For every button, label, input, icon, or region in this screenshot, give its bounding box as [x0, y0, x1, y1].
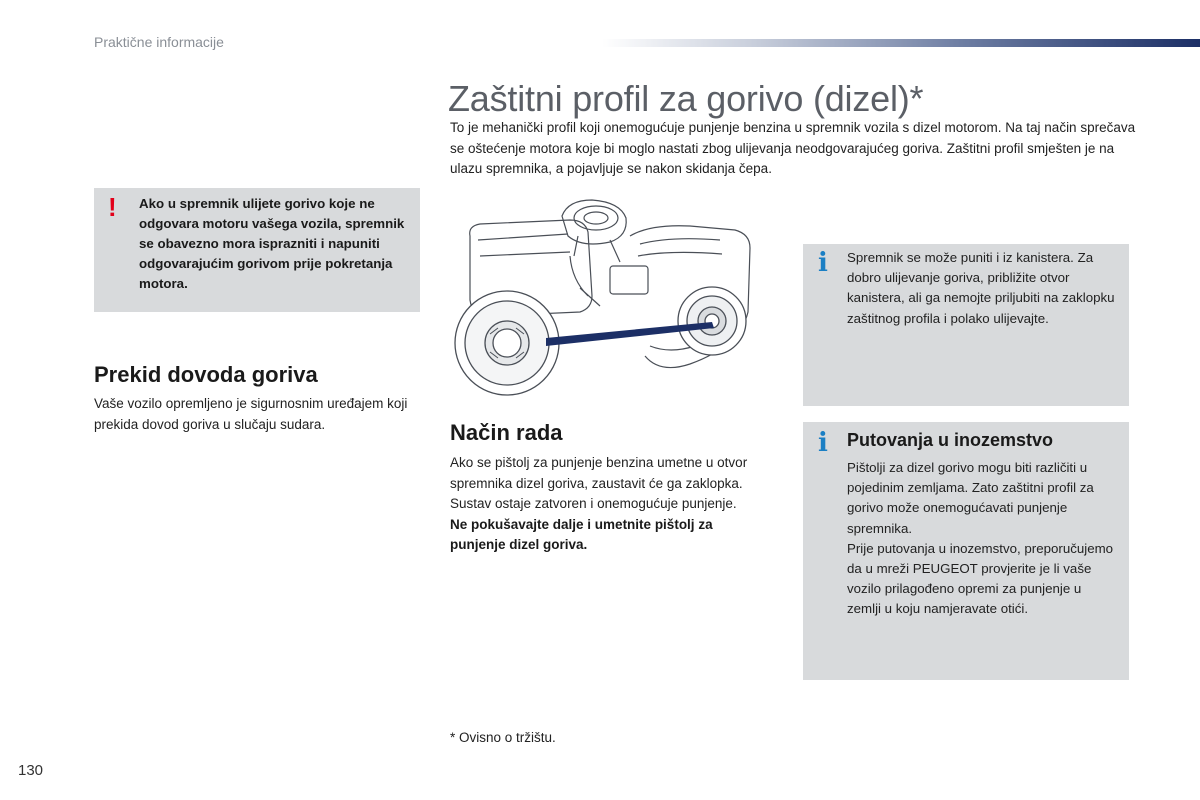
- nacin-body-text: Ako se pištolj za punjenje benzina umetne u otvor spremnika dizel goriva, zaustavit će ga zaklopka. Sustav ostaje zatvoren i onemogućuje punjenje.: [450, 455, 748, 511]
- warning-text: Ako u spremnik ulijete gorivo koje ne odgovara motoru vašega vozila, spremnik se obavezno mora isprazniti i napuniti odgovarajućim gorivom prije pokretanja motora.: [139, 196, 405, 291]
- nacin-warning-text: Ne pokušavajte dalje i umetnite pištolj za punjenje dizel goriva.: [450, 516, 713, 552]
- info-icon: i: [818, 428, 828, 458]
- intro-paragraph: To je mehanički profil koji onemogućuje punjenje benzina u spremnik vozila s dizel motorom. Na taj način sprečava se oštećenje motora koje bi moglo nastati zbog ulijevanja neodgovarajućeg goriva. Zaštitni profil smješten je na ulazu spremnika, a pojavljuje se nakon skidanja čepa.: [450, 120, 1136, 176]
- section-label: Praktične informacije: [94, 34, 224, 50]
- warning-exclamation-icon: !: [108, 192, 117, 222]
- prekid-heading: Prekid dovoda goriva: [94, 362, 318, 387]
- nacin-body-container: [450, 453, 770, 556]
- info-travel-title: Putovanja u inozemstvo: [847, 430, 1054, 450]
- header-gradient-bar: [602, 39, 1200, 47]
- nacin-heading: Način rada: [450, 420, 563, 445]
- footnote: * Ovisno o tržištu.: [450, 730, 556, 745]
- prekid-body: Vaše vozilo opremljeno je sigurnosnim uređajem koji prekida dovod goriva u slučaju sudara.: [94, 396, 408, 432]
- info-icon: i: [818, 248, 828, 278]
- info-canister-text: Spremnik se može puniti i iz kanistera. Za dobro ulijevanje goriva, približite otvor kanistera, ali ga nemojte priljubiti na zaklopku zaštitnog profila i polako ulijevajte.: [847, 250, 1115, 326]
- info-travel-text-2: Prije putovanja u inozemstvo, preporučujemo da u mreži PEUGEOT provjerite je li vaše vozilo prilagođeno opremi za punjenje u zemlji u koju namjeravate otići.: [847, 540, 1114, 617]
- info-travel-text-1: Pištolji za dizel gorivo mogu biti različiti u pojedinim zemljama. Zato zaštitni profil za gorivo može onemogućavati punjenje spremnika.: [847, 460, 1094, 536]
- page-number: 130: [18, 762, 44, 779]
- fuel-filler-illustration: [450, 196, 780, 396]
- page-title: Zaštitni profil za gorivo (dizel)*: [448, 78, 924, 119]
- info-travel-body: [847, 458, 1117, 620]
